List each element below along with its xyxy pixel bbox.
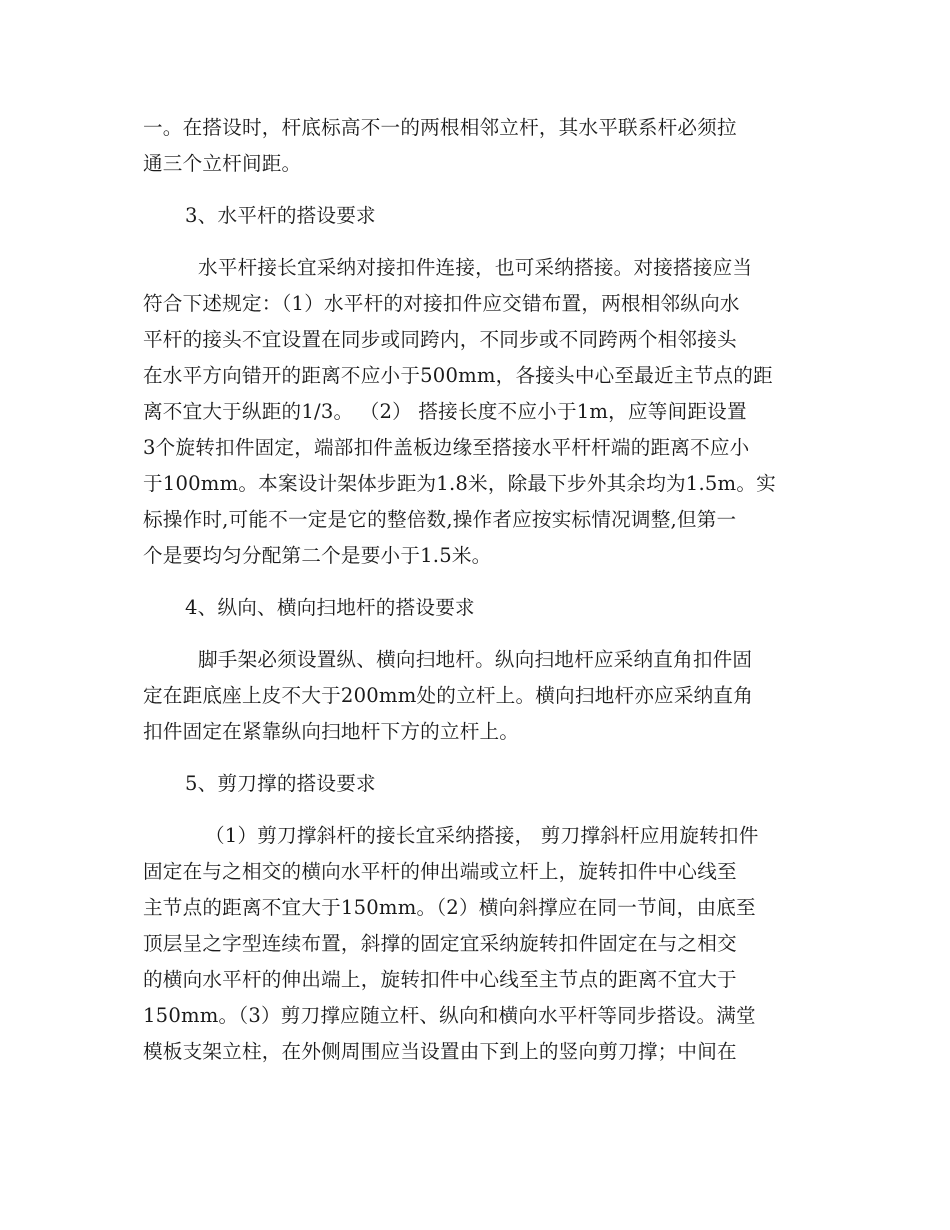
section-3-paragraph — [143, 250, 807, 574]
text-line: 主节点的距离不宜大于150mm。（2）横向斜撑应在同一节间，由底至 — [143, 896, 756, 919]
section-4-heading: 4、纵向、横向扫地杆的搭设要求 — [185, 596, 475, 619]
text-line: 标操作时,可能不一定是它的整倍数,操作者应按实标情况调整,但第一 — [143, 508, 737, 531]
text-line: 扣件固定在紧靠纵向扫地杆下方的立杆上。 — [143, 720, 520, 743]
section-5-heading: 5、剪刀撑的搭设要求 — [185, 772, 376, 795]
text-line: 定在距底座上皮不大于200mm处的立杆上。横向扫地杆亦应采纳直角 — [143, 684, 753, 707]
text-line: 一。在搭设时，杆底标高不一的两根相邻立杆，其水平联系杆必须拉 — [143, 116, 737, 139]
text-line: 顶层呈之字型连续布置，斜撑的固定宜采纳旋转扣件固定在与之相交 — [143, 932, 737, 955]
text-line: 模板支架立柱，在外侧周围应当设置由下到上的竖向剪刀撑；中间在 — [143, 1040, 737, 1063]
text-line: 符合下述规定：（1）水平杆的对接扣件应交错布置，两根相邻纵向水 — [143, 292, 740, 315]
text-line: 水平杆接长宜采纳对接扣件连接，也可采纳搭接。对接搭接应当 — [198, 256, 753, 279]
section-5-paragraph — [143, 818, 807, 1070]
text-line: 离不宜大于纵距的1/3。 （2） 搭接长度不应小于1m，应等间距设置 — [143, 400, 747, 423]
text-line: 平杆的接头不宜设置在同步或同跨内，不同步或不同跨两个相邻接头 — [143, 328, 737, 351]
text-line: 150mm。（3）剪刀撑应随立杆、纵向和横向水平杆等同步搭设。满堂 — [143, 1004, 756, 1027]
text-line: （1）剪刀撑斜杆的接长宜采纳搭接， 剪刀撑斜杆应用旋转扣件 — [205, 824, 759, 847]
text-line: 3个旋转扣件固定，端部扣件盖板边缘至搭接水平杆杆端的距离不应小 — [143, 436, 750, 459]
intro-paragraph — [143, 110, 807, 182]
section-3-heading: 3、水平杆的搭设要求 — [185, 204, 376, 227]
text-line: 在水平方向错开的距离不应小于500mm，各接头中心至最近主节点的距 — [143, 364, 773, 387]
text-line: 于100mm。本案设计架体步距为1.8米，除最下步外其余均为1.5m。实 — [143, 472, 776, 495]
text-line: 固定在与之相交的横向水平杆的伸出端或立杆上，旋转扣件中心线至 — [143, 860, 737, 883]
text-line: 的横向水平杆的伸出端上，旋转扣件中心线至主节点的距离不宜大于 — [143, 968, 737, 991]
text-line: 通三个立杆间距。 — [143, 152, 302, 175]
document-page — [143, 110, 807, 1070]
text-line: 脚手架必须设置纵、横向扫地杆。纵向扫地杆应采纳直角扣件固 — [198, 648, 753, 671]
section-4-paragraph — [143, 642, 807, 750]
text-line: 个是要均匀分配第二个是要小于1.5米。 — [143, 544, 492, 567]
